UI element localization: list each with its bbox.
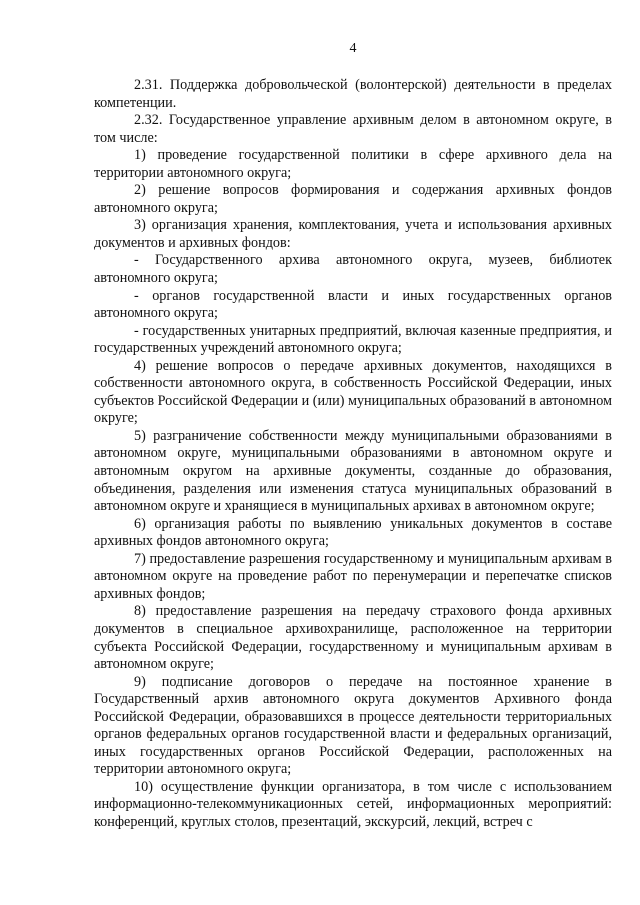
paragraph-subitem-enterprises: - государственных унитарных предприятий, включая казенные предприятия, и государственных учреждений автономного округа; <box>94 322 612 357</box>
paragraph-item-7: 7) предоставление разрешения государственному и муниципальным архивам в автономном округе на проведение работ по перенумерации и перепечатке списков архивных фондов; <box>94 550 612 602</box>
paragraph-subitem-state-archive: - Государственного архива автономного округа, музеев, библиотек автономного округа; <box>94 252 612 287</box>
paragraph-item-3: 3) организация хранения, комплектования, учета и использования архивных документов и архивных фондов: <box>94 217 612 251</box>
page-number: 4 <box>349 41 357 56</box>
paragraph-item-8: 8) предоставление разрешения на передачу страхового фонда архивных документов в специальное архивохранилище, расположенное на территории субъекта Российской Федерации, государственному и муниципальным архивам в автономном округе; <box>94 603 612 673</box>
paragraph-subitem-state-bodies: - органов государственной власти и иных государственных органов автономного округа; <box>94 287 612 322</box>
paragraph-item-1: 1) проведение государственной политики в сфере архивного дела на территории автономного округа; <box>94 147 612 181</box>
paragraph-item-4: 4) решение вопросов о передаче архивных документов, находящихся в собственности автономного округа, в собственность Российской Федерации, иных субъектов Российской Федерации и (или) муниципальных образований в автономном округе; <box>94 357 612 427</box>
document-body <box>94 77 612 832</box>
paragraph-2-32: 2.32. Государственное управление архивным делом в автономном округе, в том числе: <box>94 112 612 146</box>
paragraph-item-5: 5) разграничение собственности между муниципальными образованиями в автономном округе, муниципальными образованиями в автономном округе и автономным округом на архивные документы, созданные до образования, объединения, разделения или изменения статуса муниципальных образований в автономном округе и хранящиеся в муниципальных архивах в автономном округе; <box>94 427 612 515</box>
paragraph-item-2: 2) решение вопросов формирования и содержания архивных фондов автономного округа; <box>94 182 612 216</box>
paragraph-item-6: 6) организация работы по выявлению уникальных документов в составе архивных фондов автономного округа; <box>94 515 612 550</box>
paragraph-item-10: 10) осуществление функции организатора, в том числе с использованием информационно-телекоммуникационных сетей, информационных мероприятий: конференций, круглых столов, презентаций, экскурсий, лекций, встреч с <box>94 778 612 830</box>
paragraph-item-9: 9) подписание договоров о передаче на постоянное хранение в Государственный архив автономного округа документов Архивного фонда Российской Федерации, образовавшихся в процессе деятельности территориальных органов федеральных органов государственной власти и федеральных организаций, иных государственных органов Российской Федерации, расположенных на территории автономного округа; <box>94 673 612 778</box>
paragraph-2-31: 2.31. Поддержка добровольческой (волонтерской) деятельности в пределах компетенции. <box>94 77 612 111</box>
